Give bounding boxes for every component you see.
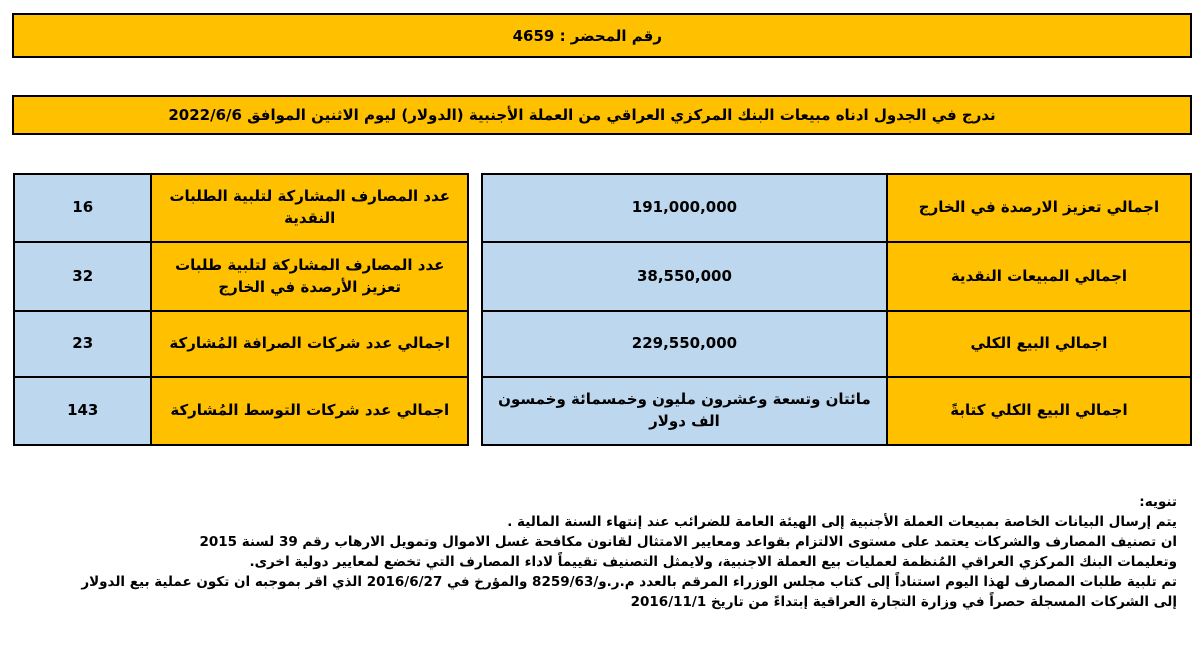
note-line: يتم إرسال البيانات الخاصة بمبيعات العملة الأجنبية إلى الهيئة العامة للضرائب عند إنتهاء السنة المالية . xyxy=(507,514,1177,530)
row-value: 16 xyxy=(14,174,151,242)
table-row xyxy=(14,242,468,311)
row-label: اجمالي تعزيز الارصدة في الخارج xyxy=(887,174,1191,242)
note-line: إلى الشركات المسجلة حصراً في وزارة التجارة العراقية إبتداءً من تاريخ 2016/11/1 xyxy=(630,594,1177,610)
note-line: تم تلبية طلبات المصارف لهذا اليوم استناداً إلى كتاب مجلس الوزراء المرقم بالعدد م.ر.و/8259/63 والمؤرخ في 2016/6/27 الذي اقر بموجبه ان تكون عملية بيع الدولار xyxy=(81,574,1177,590)
note-line: وتعليمات البنك المركزي العراقي المُنظمة لعمليات بيع العملة الاجنبية، ولايمثل التصنيف تقييماً لاداء المصارف التي تخضع لمعايير دولية اخرى. xyxy=(249,554,1177,570)
row-value: 32 xyxy=(14,242,151,311)
note-line: ان تصنيف المصارف والشركات يعتمد على مستوى الالتزام بقواعد ومعايير الامتثال لقانون مكافحة غسل الاموال وتمويل الارهاب رقم 39 لسنة 2015 xyxy=(199,534,1177,550)
notes-heading: تنويه: xyxy=(1139,494,1177,510)
record-number: رقم المحضر : 4659 xyxy=(512,26,662,45)
table-row xyxy=(482,377,1191,445)
row-label: اجمالي المبيعات النقدية xyxy=(887,242,1191,311)
title-bar xyxy=(12,95,1192,135)
row-value: 23 xyxy=(14,311,151,377)
row-value: 191,000,000 xyxy=(482,174,887,242)
table-row xyxy=(482,174,1191,242)
row-value: 38,550,000 xyxy=(482,242,887,311)
table-row xyxy=(14,377,468,445)
row-label: عدد المصارف المشاركة لتلبية طلبات تعزيز الأرصدة في الخارج xyxy=(151,242,468,311)
sales-table xyxy=(481,173,1192,446)
row-value: 229,550,000 xyxy=(482,311,887,377)
notes-section xyxy=(7,492,1177,612)
table-row xyxy=(14,174,468,242)
row-label: اجمالي عدد شركات التوسط المُشاركة xyxy=(151,377,468,445)
row-label: عدد المصارف المشاركة لتلبية الطلبات النقدية xyxy=(151,174,468,242)
row-label: اجمالي البيع الكلي كتابةً xyxy=(887,377,1191,445)
banks-table xyxy=(13,173,469,446)
table-row xyxy=(482,242,1191,311)
table-row xyxy=(14,311,468,377)
record-number-bar xyxy=(12,13,1192,58)
row-value: 143 xyxy=(14,377,151,445)
row-label: اجمالي البيع الكلي xyxy=(887,311,1191,377)
row-label: اجمالي عدد شركات الصرافة المُشاركة xyxy=(151,311,468,377)
page-title: ندرج في الجدول ادناه مبيعات البنك المركزي العراقي من العملة الأجنبية (الدولار) ليوم الاثنين الموافق 2022/6/6 xyxy=(168,106,996,124)
table-row xyxy=(482,311,1191,377)
row-value: مائتان وتسعة وعشرون مليون وخمسمائة وخمسون الف دولار xyxy=(482,377,887,445)
